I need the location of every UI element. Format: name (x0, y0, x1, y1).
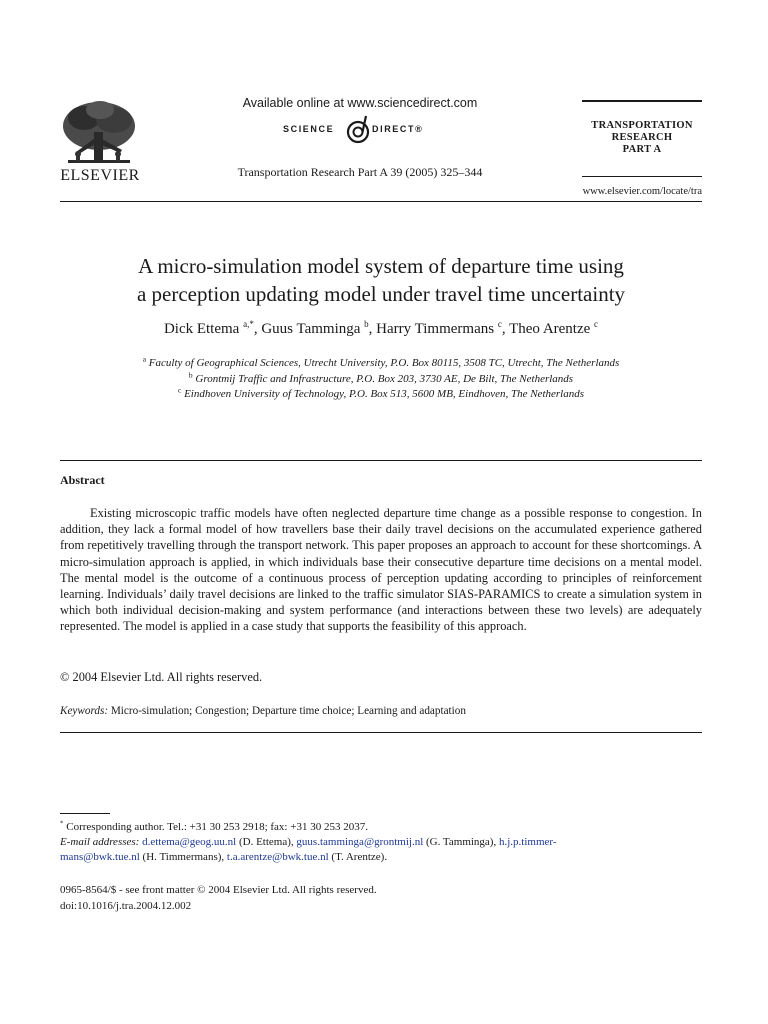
journal-name-line-1: TRANSPORTATION (591, 120, 693, 131)
header-divider (60, 201, 702, 202)
sciencedirect-d-icon (344, 114, 374, 146)
affiliation-text: Grontmij Traffic and Infrastructure, P.O. Box 203, 3730 AE, De Bilt, The Netherlands (195, 373, 574, 385)
abstract-body (60, 505, 702, 635)
keywords-label: Keywords: (60, 705, 109, 717)
affiliation-b (60, 370, 702, 385)
author-name: Guus Tamminga (261, 321, 361, 337)
available-online-text[interactable]: Available online at www.sciencedirect.com (242, 96, 478, 110)
abstract-heading: Abstract (60, 473, 105, 487)
keywords (60, 705, 702, 717)
affiliation-text: Faculty of Geographical Sciences, Utrecht University, P.O. Box 80115, 3508 TC, Utrecht, The Netherlands (148, 357, 620, 369)
email-link-timmermans[interactable]: h.j.p.timmer- (498, 836, 557, 848)
affiliation-mark: b (188, 370, 193, 380)
footnote (60, 820, 702, 865)
email-label: E-mail addresses: (60, 836, 140, 848)
corresponding-author-text: Corresponding author. Tel.: +31 30 253 2918; fax: +31 30 253 2037. (66, 821, 368, 833)
affiliation-a (60, 354, 702, 369)
publisher-name: ELSEVIER (60, 167, 140, 184)
footnote-star: * (60, 819, 64, 828)
email-link-tamminga[interactable]: guus.tamminga@grontmij.nl (296, 836, 424, 848)
article-title-line-2: a perception updating model under travel time uncertainty (136, 282, 626, 306)
affiliation-text: Eindhoven University of Technology, P.O. Box 513, 5600 MB, Eindhoven, The Netherlands (184, 388, 584, 400)
author-affiliation-mark[interactable]: c (497, 319, 502, 329)
author-list: Dick Ettema $^{a,*}$, Guus Tamminga $^b$, Harry Timmermans $^c$, Theo Arentze $^c$ (163, 319, 599, 337)
issn-line: 0965-8564/$ - see front matter © 2004 Elsevier Ltd. All rights reserved. (60, 884, 377, 896)
keywords-bottom-rule (60, 732, 702, 733)
author-affiliation-mark[interactable]: b (364, 319, 369, 329)
email-link-ettema[interactable]: d.ettema@geog.uu.nl (142, 836, 237, 848)
email-owner: (G. Tamminga), (423, 836, 499, 848)
email-link-arentze[interactable]: t.a.arentze@bwk.tue.nl (226, 851, 329, 863)
corresponding-author-note (60, 820, 702, 835)
footnote-rule (60, 813, 110, 814)
email-owner: (D. Ettema), (236, 836, 297, 848)
journal-name (580, 120, 704, 156)
email-owner: (T. Arentze). (328, 851, 388, 863)
journal-url-link[interactable]: www.elsevier.com/locate/tra (582, 186, 702, 197)
journal-name-line-3: PART A (622, 144, 662, 155)
author-affiliation-mark[interactable]: a,* (243, 319, 254, 329)
journal-box-top-rule (582, 100, 702, 102)
affiliation-mark: c (177, 385, 182, 395)
affiliation-mark: a (142, 354, 147, 364)
journal-name-line-2: RESEARCH (611, 132, 673, 143)
affiliation-c (60, 385, 702, 400)
doi-line[interactable]: doi:10.1016/j.tra.2004.12.002 (60, 900, 192, 912)
article-title (60, 252, 702, 308)
sciencedirect-direct-word: DIRECT® (372, 124, 424, 134)
author-name: Theo Arentze (509, 321, 591, 337)
journal-box-bottom-rule (582, 176, 702, 177)
email-addresses (60, 835, 702, 865)
author-affiliation-mark[interactable]: c (594, 319, 599, 329)
journal-citation: Transportation Research Part A 39 (2005) 325–344 (237, 165, 483, 179)
abstract-top-rule (60, 460, 702, 461)
author-name: Dick Ettema (163, 321, 240, 337)
article-title-line-1: A micro-simulation model system of departure time using (138, 254, 624, 278)
sciencedirect-science-word: SCIENCE (283, 124, 335, 134)
abstract-paragraph: Existing microscopic traffic models have often neglected departure time change as a possible response to congestion. In addition, they lack a formal model of how travellers base their daily travel decisions on the accumulated experience gathered from repetitively travelling through the transport network. This paper proposes an approach to account for these shortcomings. A micro-simulation approach is applied, in which individuals base their consecutive departure time decisions on a mental model. The mental model is the outcome of a continuous process of perception updating according to principles of reinforcement learning. Individuals’ daily travel decisions are linked to the traffic simulator SIAS-PARAMICS to create a simulation system in which both individual decision-making and system performance (and interactions between these two levels) are adequately represented. The model is applied in a case study that supports the feasibility of this approach. (60, 506, 702, 634)
email-owner: (H. Timmermans), (139, 851, 227, 863)
abstract-copyright: © 2004 Elsevier Ltd. All rights reserved. (60, 670, 263, 684)
email-link-timmermans-cont[interactable]: mans@bwk.tue.nl (60, 851, 140, 863)
front-matter (60, 882, 702, 914)
author-name: Harry Timmermans (376, 321, 495, 337)
keywords-list: Micro-simulation; Congestion; Departure time choice; Learning and adaptation (110, 705, 466, 717)
